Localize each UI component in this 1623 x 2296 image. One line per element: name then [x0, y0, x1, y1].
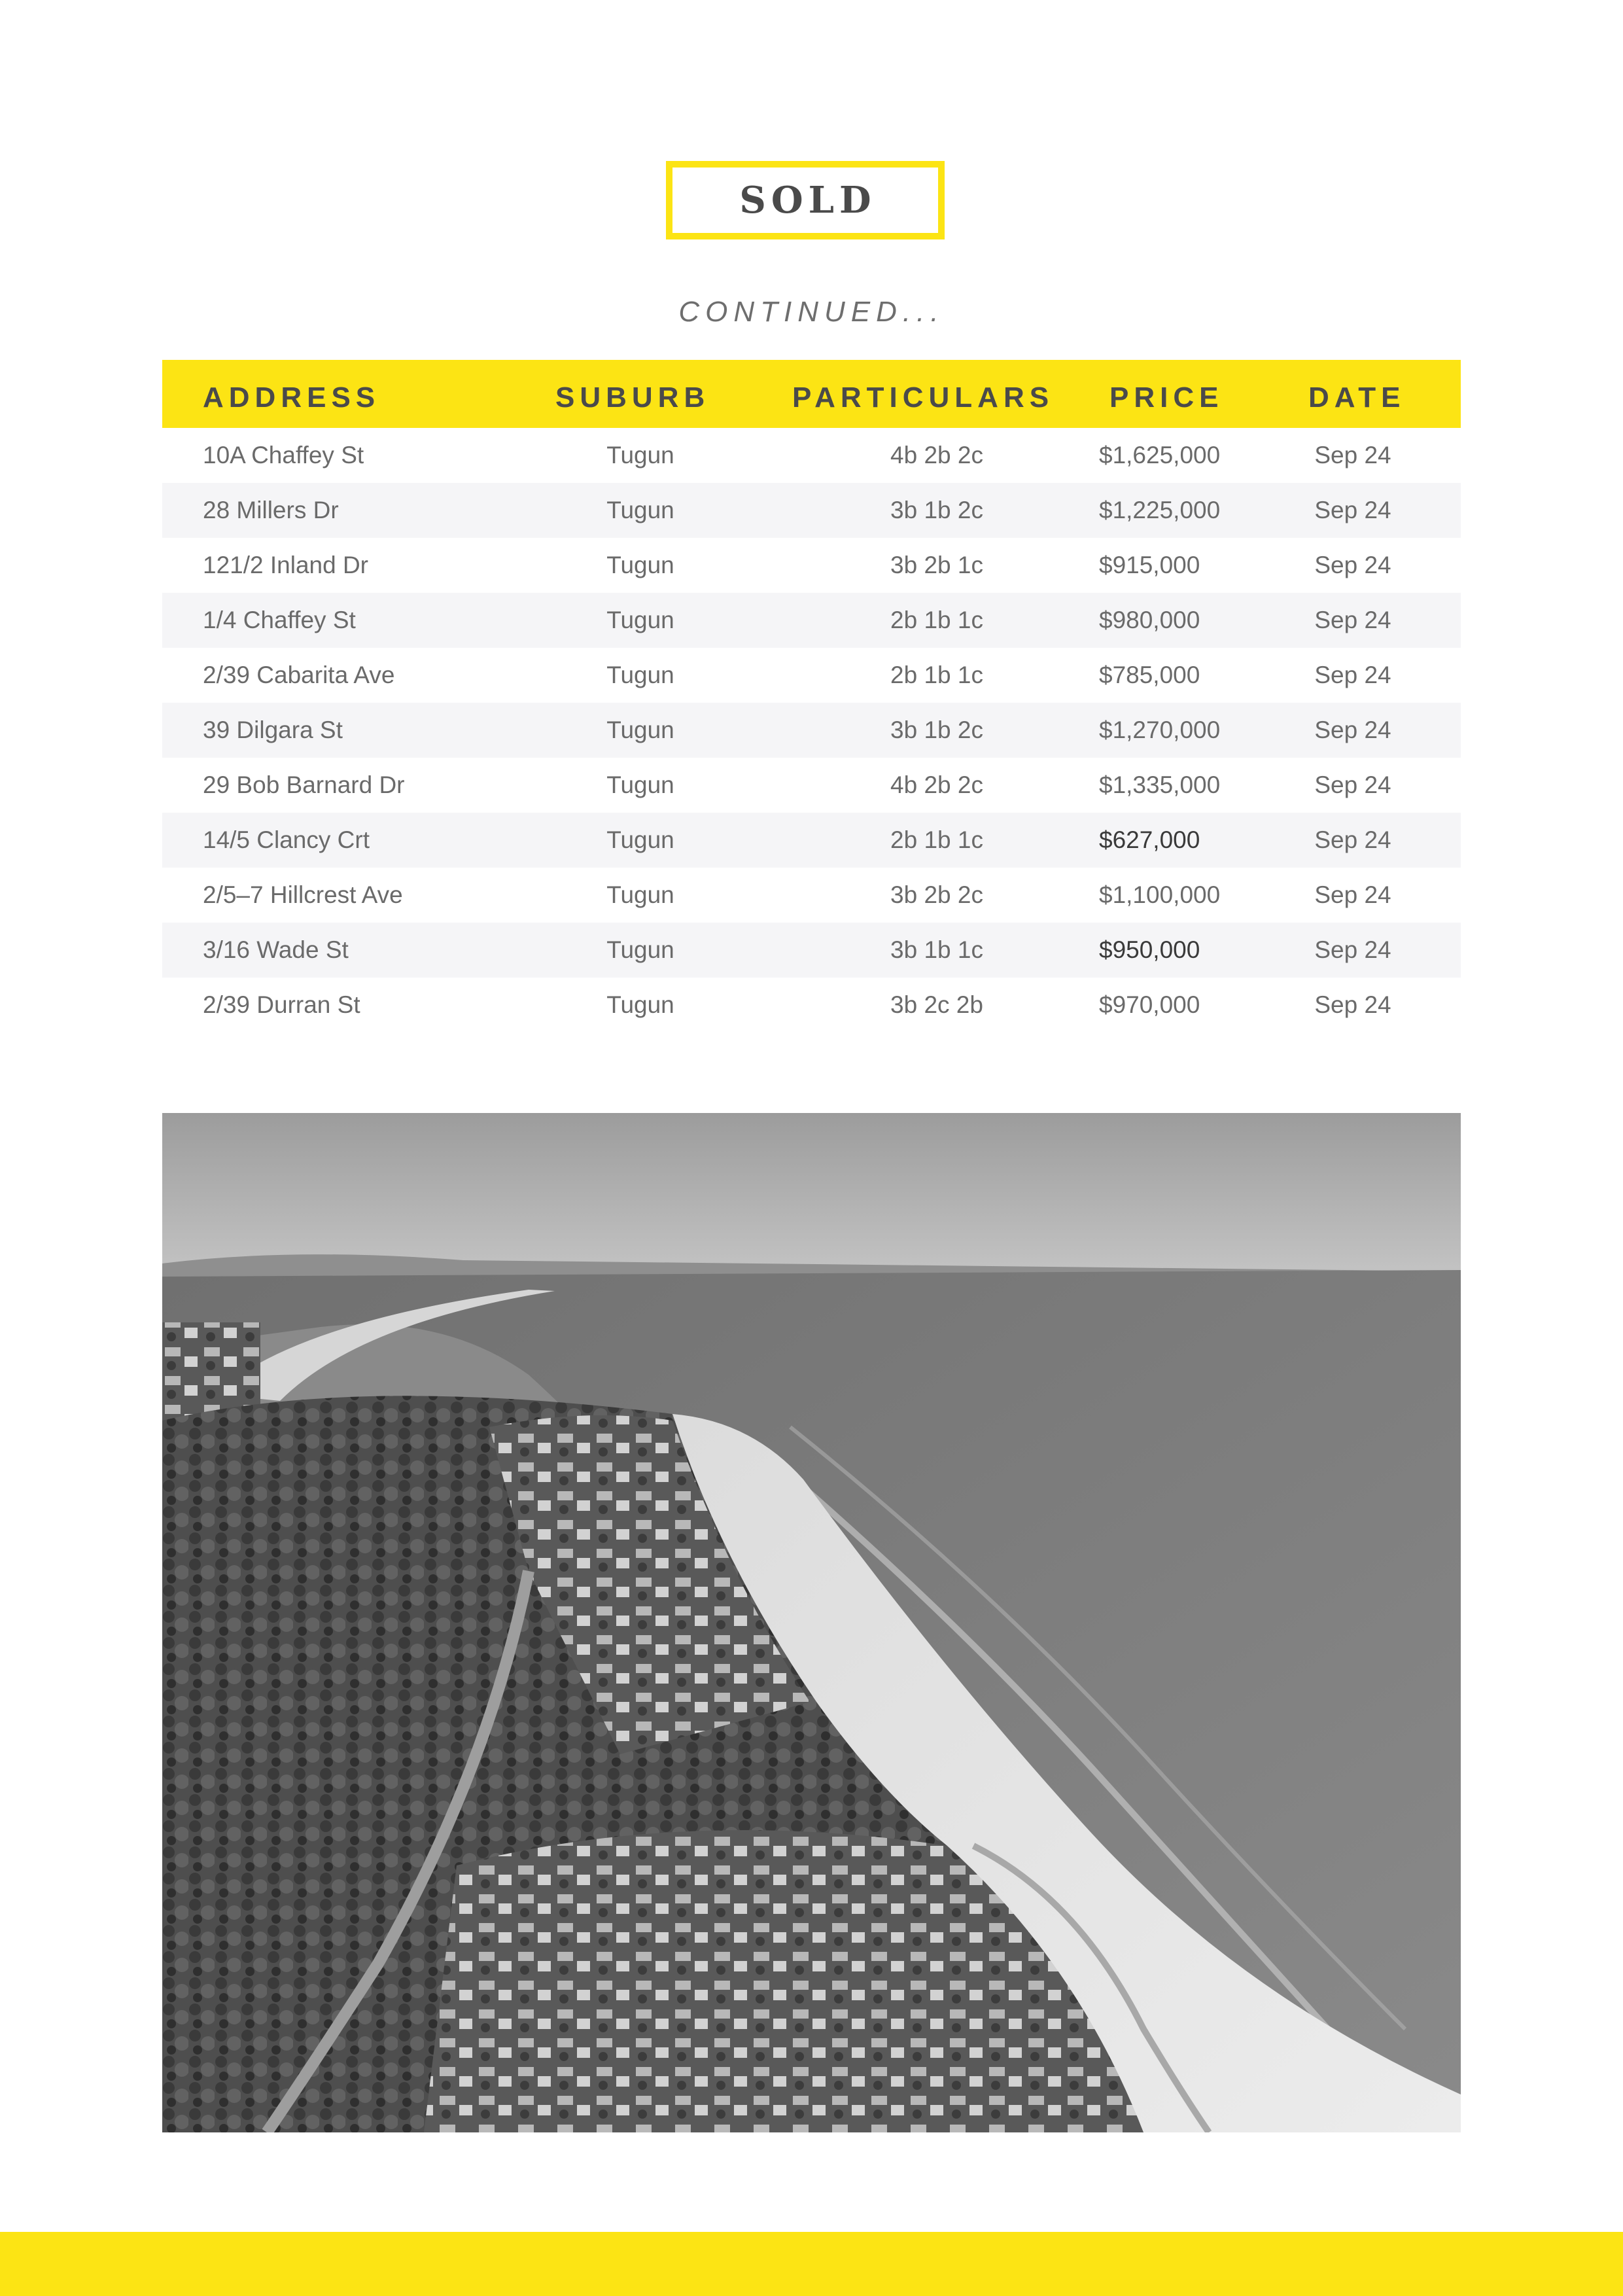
suburb-cell: Tugun	[606, 771, 674, 798]
table-header	[162, 360, 1461, 428]
price-cell: $950,000	[1099, 936, 1200, 963]
address-cell: 2/39 Cabarita Ave	[203, 662, 395, 688]
particulars-cell: 3b 2b 1c	[890, 552, 983, 578]
suburb-cell: Tugun	[606, 442, 674, 468]
footer-bar	[0, 2232, 1623, 2296]
table-row	[162, 428, 1461, 483]
table-row	[162, 483, 1461, 538]
date-cell: Sep 24	[1314, 771, 1391, 798]
particulars-cell: 3b 2c 2b	[890, 991, 983, 1018]
date-cell: Sep 24	[1314, 991, 1391, 1018]
price-cell: $1,270,000	[1099, 716, 1221, 743]
aerial-coastline-photo	[162, 1113, 1461, 2132]
particulars-cell: 3b 2b 2c	[890, 881, 983, 908]
date-cell: Sep 24	[1314, 662, 1391, 688]
sold-banner	[666, 161, 945, 239]
column-header-date: DATE	[1308, 381, 1406, 414]
table-row	[162, 813, 1461, 868]
date-cell: Sep 24	[1314, 497, 1391, 523]
table-row	[162, 703, 1461, 758]
address-cell: 10A Chaffey St	[203, 442, 364, 468]
suburb-cell: Tugun	[606, 552, 674, 578]
suburb-cell: Tugun	[606, 607, 674, 633]
address-cell: 39 Dilgara St	[203, 716, 343, 743]
price-cell: $1,625,000	[1099, 442, 1221, 468]
table-row	[162, 538, 1461, 593]
table-row	[162, 978, 1461, 1033]
date-cell: Sep 24	[1314, 936, 1391, 963]
table-row	[162, 923, 1461, 978]
particulars-cell: 2b 1b 1c	[890, 607, 983, 633]
table-row	[162, 758, 1461, 813]
price-cell: $627,000	[1099, 826, 1200, 853]
price-cell: $980,000	[1099, 607, 1200, 633]
address-cell: 1/4 Chaffey St	[203, 607, 356, 633]
particulars-cell: 2b 1b 1c	[890, 662, 983, 688]
date-cell: Sep 24	[1314, 881, 1391, 908]
sold-title: SOLD	[739, 179, 877, 222]
suburb-cell: Tugun	[606, 936, 674, 963]
date-cell: Sep 24	[1314, 826, 1391, 853]
table-row	[162, 593, 1461, 648]
column-header-particulars: PARTICULARS	[792, 381, 1055, 414]
address-cell: 2/5–7 Hillcrest Ave	[203, 881, 403, 908]
table-row	[162, 868, 1461, 923]
column-header-price: PRICE	[1109, 381, 1224, 414]
price-cell: $785,000	[1099, 662, 1200, 688]
suburb-cell: Tugun	[606, 826, 674, 853]
suburb-cell: Tugun	[606, 991, 674, 1018]
continued-subtitle: CONTINUED...	[678, 296, 945, 328]
suburb-cell: Tugun	[606, 716, 674, 743]
suburb-cell: Tugun	[606, 881, 674, 908]
price-cell: $915,000	[1099, 552, 1200, 578]
date-cell: Sep 24	[1314, 552, 1391, 578]
particulars-cell: 3b 1b 2c	[890, 716, 983, 743]
address-cell: 14/5 Clancy Crt	[203, 826, 370, 853]
address-cell: 121/2 Inland Dr	[203, 552, 369, 578]
date-cell: Sep 24	[1314, 716, 1391, 743]
particulars-cell: 4b 2b 2c	[890, 771, 983, 798]
column-header-address: ADDRESS	[203, 381, 381, 414]
price-cell: $1,225,000	[1099, 497, 1221, 523]
suburb-cell: Tugun	[606, 662, 674, 688]
address-cell: 28 Millers Dr	[203, 497, 339, 523]
particulars-cell: 3b 1b 2c	[890, 497, 983, 523]
particulars-cell: 4b 2b 2c	[890, 442, 983, 468]
particulars-cell: 2b 1b 1c	[890, 826, 983, 853]
address-cell: 3/16 Wade St	[203, 936, 349, 963]
particulars-cell: 3b 1b 1c	[890, 936, 983, 963]
table-row	[162, 648, 1461, 703]
address-cell: 2/39 Durran St	[203, 991, 360, 1018]
date-cell: Sep 24	[1314, 442, 1391, 468]
date-cell: Sep 24	[1314, 607, 1391, 633]
price-cell: $1,335,000	[1099, 771, 1221, 798]
sales-table	[162, 360, 1461, 1033]
price-cell: $970,000	[1099, 991, 1200, 1018]
address-cell: 29 Bob Barnard Dr	[203, 771, 405, 798]
column-header-suburb: SUBURB	[555, 381, 710, 414]
price-cell: $1,100,000	[1099, 881, 1221, 908]
suburb-cell: Tugun	[606, 497, 674, 523]
